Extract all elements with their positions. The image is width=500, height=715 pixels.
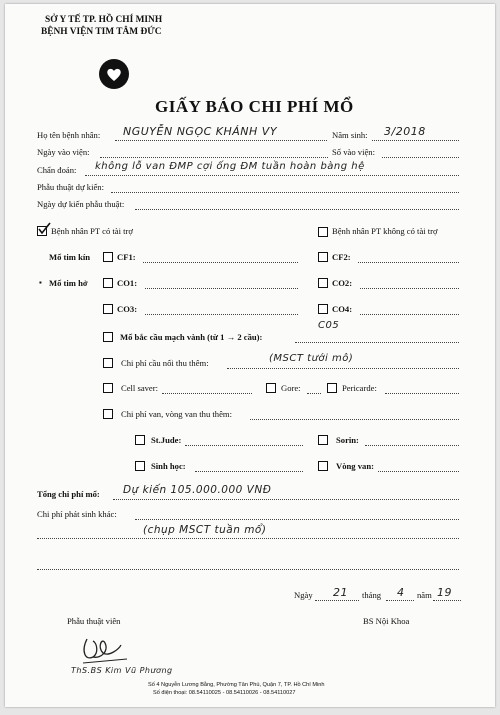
check-icon xyxy=(37,222,51,236)
extra-cost-line-3 xyxy=(37,569,459,570)
footer-address: Số 4 Nguyễn Lương Bằng, Phường Tân Phú, Quận 7, TP. Hồ Chí Minh xyxy=(148,682,325,688)
ring-line xyxy=(378,471,459,472)
document-title: GIẤY BÁO CHI PHÍ MỔ xyxy=(155,97,354,116)
surgeon-signature-icon xyxy=(75,629,145,669)
bio-line xyxy=(195,471,303,472)
diagnosis-value: không lỗ van ĐMP cợi ống ĐM tuần hoàn bàng hệ xyxy=(95,161,365,172)
patient-name-label: Họ tên bệnh nhân: xyxy=(37,130,101,140)
birth-year-label: Năm sinh: xyxy=(332,130,368,140)
valve-cost-checkbox[interactable] xyxy=(103,409,113,419)
footer-phones: Số điện thoại: 08.54110025 - 08.54110026 - 08.54110027 xyxy=(153,690,296,696)
header-department: SỞ Y TẾ TP. HỒ CHÍ MINH xyxy=(45,15,163,25)
cabg-label: Mổ bắc cầu mạch vành (từ 1 → 2 cầu): xyxy=(120,332,263,342)
diagnosis-label: Chẩn đoán: xyxy=(37,165,77,175)
cabg-line xyxy=(295,342,459,343)
date-day-value: 21 xyxy=(333,586,348,599)
co5-note: C05 xyxy=(318,320,340,331)
date-day-label: Ngày xyxy=(294,590,313,600)
date-month-value: 4 xyxy=(397,586,405,599)
cf2-line xyxy=(358,262,459,263)
planned-date-line xyxy=(135,209,459,210)
admission-date-label: Ngày vào viện: xyxy=(37,147,90,157)
co4-line xyxy=(360,314,459,315)
cabg-extra-line xyxy=(227,368,459,369)
cabg-extra-label: Chi phí cầu nối thu thêm: xyxy=(121,358,209,368)
sorin-line xyxy=(365,445,459,446)
date-month-label: tháng xyxy=(362,590,382,600)
bio-label: Sinh học: xyxy=(151,461,186,471)
bio-checkbox[interactable] xyxy=(135,461,145,471)
date-year-value: 19 xyxy=(437,586,452,599)
sponsored-checkbox[interactable] xyxy=(37,226,47,236)
cf1-checkbox[interactable] xyxy=(103,252,113,262)
gore-checkbox[interactable] xyxy=(266,383,276,393)
gore-label: Gore: xyxy=(281,383,301,393)
internist-label: BS Nội Khoa xyxy=(363,616,410,626)
extra-cost-label: Chi phí phát sinh khác: xyxy=(37,509,117,519)
open-heart-label: Mổ tim hở xyxy=(49,278,88,288)
date-year-label: năm xyxy=(417,590,432,600)
not-sponsored-checkbox[interactable] xyxy=(318,227,328,237)
surgeon-name: ThS.BS Kim Vũ Phương xyxy=(71,666,173,675)
header-hospital: BỆNH VIỆN TIM TÂM ĐỨC xyxy=(41,27,162,37)
sorin-checkbox[interactable] xyxy=(318,435,328,445)
sorin-label: Sorin: xyxy=(336,435,359,445)
planned-surgery-line xyxy=(111,192,459,193)
surgery-cost-notice xyxy=(5,4,495,707)
bullet-icon: ▪ xyxy=(39,278,42,287)
cell-saver-label: Cell saver: xyxy=(121,383,158,393)
total-line xyxy=(113,499,459,500)
cf2-checkbox[interactable] xyxy=(318,252,328,262)
cabg-extra-checkbox[interactable] xyxy=(103,358,113,368)
total-value: Dự kiến 105.000.000 VNĐ xyxy=(123,484,272,496)
co4-label: CO4: xyxy=(332,304,353,314)
extra-cost-line-2 xyxy=(37,538,459,539)
co3-label: CO3: xyxy=(117,304,138,314)
date-month-line xyxy=(386,600,414,601)
st-jude-line xyxy=(185,445,303,446)
planned-surgery-label: Phẫu thuật dự kiến: xyxy=(37,182,104,192)
heart-icon xyxy=(99,59,129,89)
birth-year-line xyxy=(372,140,459,141)
cf1-label: CF1: xyxy=(117,252,136,262)
cell-saver-line xyxy=(162,393,252,394)
sponsored-label: Bệnh nhân PT có tài trợ xyxy=(51,226,133,236)
co3-line xyxy=(145,314,298,315)
cell-saver-checkbox[interactable] xyxy=(103,383,113,393)
pericarde-checkbox[interactable] xyxy=(327,383,337,393)
valve-cost-line xyxy=(250,419,459,420)
planned-date-label: Ngày dự kiến phẫu thuật: xyxy=(37,199,125,209)
co1-checkbox[interactable] xyxy=(103,278,113,288)
date-day-line xyxy=(315,600,359,601)
ring-checkbox[interactable] xyxy=(318,461,328,471)
total-label: Tổng chi phí mổ: xyxy=(37,489,100,499)
gore-line xyxy=(307,393,321,394)
co4-checkbox[interactable] xyxy=(318,304,328,314)
st-jude-checkbox[interactable] xyxy=(135,435,145,445)
ring-label: Vòng van: xyxy=(336,461,374,471)
cf2-label: CF2: xyxy=(332,252,351,262)
pericarde-line xyxy=(385,393,459,394)
closed-heart-label: Mổ tim kín xyxy=(49,252,91,262)
hospital-logo xyxy=(99,59,129,89)
cabg-extra-value: (MSCT tưới mô) xyxy=(269,353,354,364)
extra-cost-value: (chụp MSCT tuần mổ) xyxy=(143,524,267,536)
patient-name-value: NGUYỄN NGỌC KHÁNH VY xyxy=(123,125,278,138)
date-year-line xyxy=(433,600,461,601)
co1-label: CO1: xyxy=(117,278,138,288)
valve-cost-label: Chi phí van, vòng van thu thêm: xyxy=(121,409,232,419)
co2-line xyxy=(360,288,459,289)
surgeon-label: Phẫu thuật viên xyxy=(67,616,121,626)
birth-year-value: 3/2018 xyxy=(384,125,426,138)
admission-no-label: Số vào viện: xyxy=(332,147,375,157)
co3-checkbox[interactable] xyxy=(103,304,113,314)
diagnosis-line xyxy=(85,175,459,176)
not-sponsored-label: Bệnh nhân PT không có tài trợ xyxy=(332,226,438,236)
admission-date-line xyxy=(100,157,328,158)
cabg-checkbox[interactable] xyxy=(103,332,113,342)
co1-line xyxy=(145,288,298,289)
patient-name-line xyxy=(115,140,327,141)
admission-no-line xyxy=(382,157,459,158)
co2-label: CO2: xyxy=(332,278,353,288)
st-jude-label: St.Jude: xyxy=(151,435,182,445)
pericarde-label: Pericarde: xyxy=(342,383,377,393)
cf1-line xyxy=(143,262,298,263)
co2-checkbox[interactable] xyxy=(318,278,328,288)
extra-cost-line-1 xyxy=(135,519,459,520)
